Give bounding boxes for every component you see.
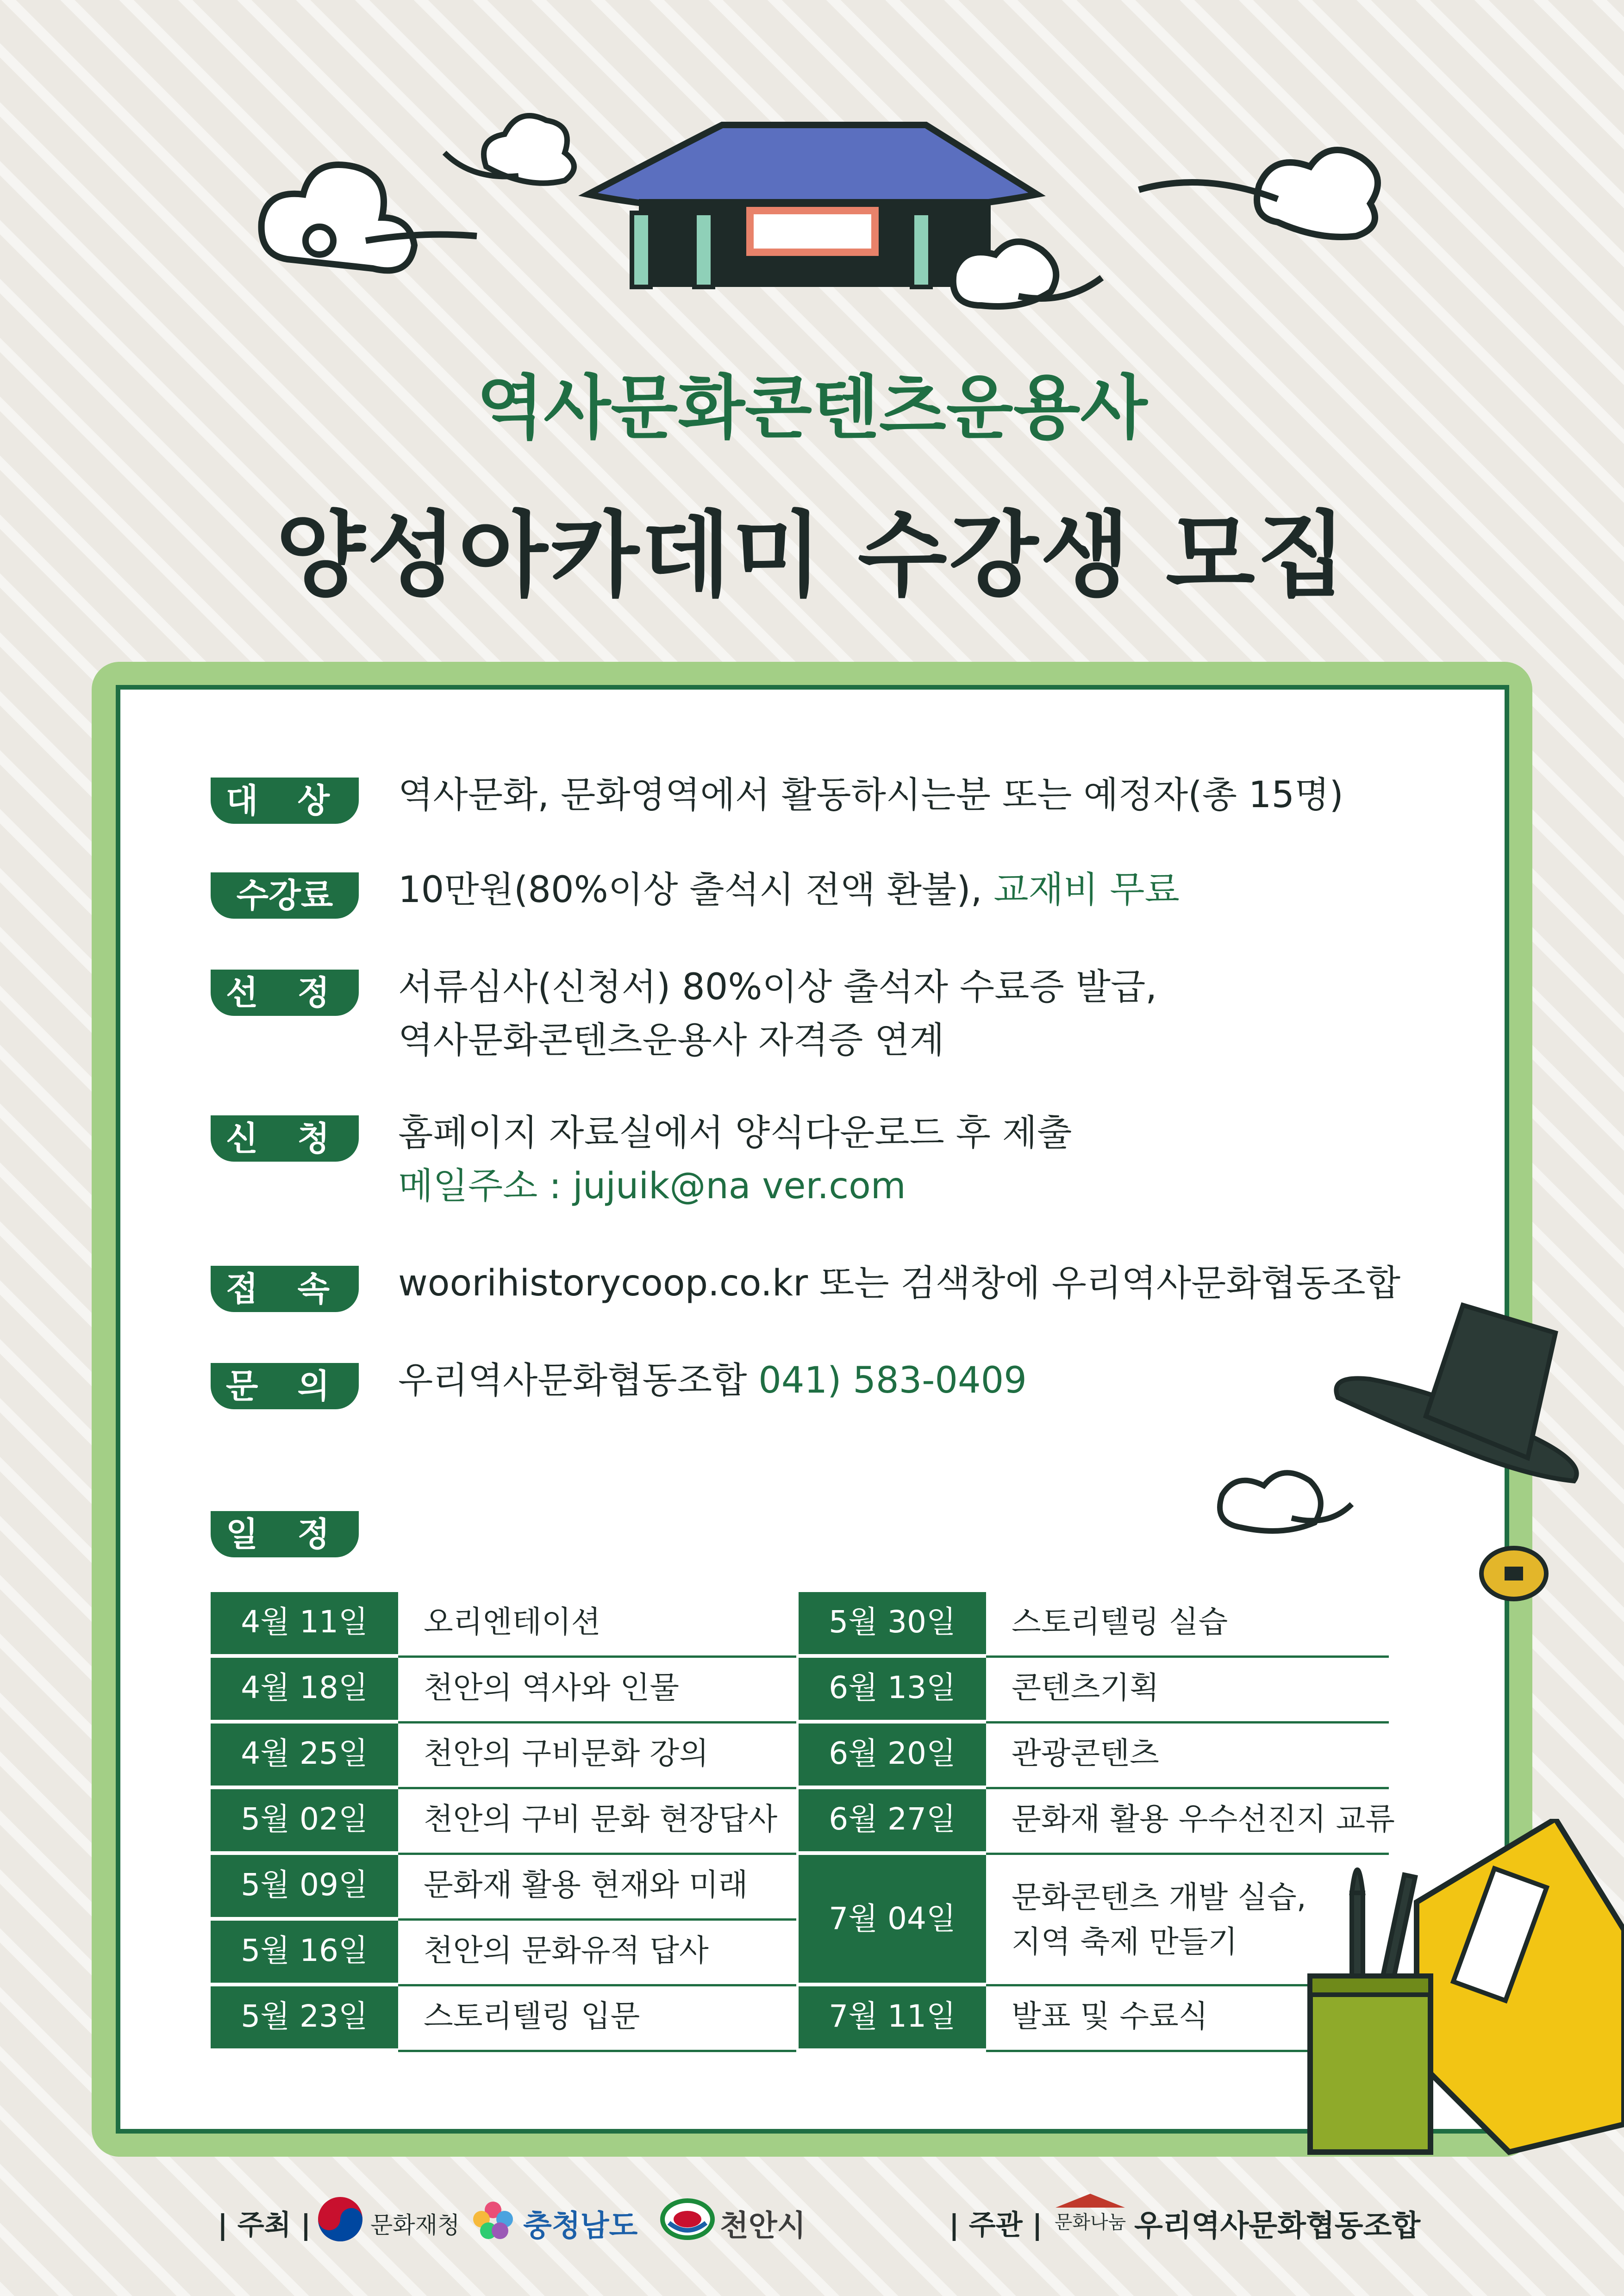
schedule-topic: 발표 및 수료식 bbox=[986, 1986, 1389, 2052]
schedule-topic: 스토리텔링 입문 bbox=[398, 1986, 796, 2052]
cloud-right-icon bbox=[1139, 150, 1378, 237]
footer-organizer: 우리역사문화협동조합 bbox=[1134, 2209, 1421, 2243]
footer-host2: 충청남도 bbox=[523, 2209, 638, 2243]
schedule-topic: 문화재 활용 우수선진지 교류 bbox=[986, 1789, 1389, 1855]
cloud-left-icon bbox=[262, 165, 477, 270]
inquiry-text bbox=[398, 1354, 1027, 1408]
schedule-date: 7월 11일 bbox=[799, 1986, 986, 2052]
apply-line1: 홈페이지 자료실에서 양식다운로드 후 제출 bbox=[398, 1112, 1072, 1154]
schedule-date: 4월 18일 bbox=[211, 1658, 398, 1724]
schedule-date: 5월 23일 bbox=[211, 1986, 398, 2052]
schedule-topic: 스토리텔링 실습 bbox=[986, 1592, 1389, 1658]
cheonan-logo-icon bbox=[660, 2196, 715, 2242]
schedule-topic: 천안의 구비문화 강의 bbox=[398, 1724, 796, 1789]
chungnam-flower-icon bbox=[468, 2194, 518, 2245]
schedule-date: 5월 16일 bbox=[211, 1921, 398, 1986]
access-text[interactable]: woorihistorycoop.co.kr 또는 검색창에 우리역사문화협동조합 bbox=[398, 1263, 1401, 1304]
schedule-topic: 천안의 문화유적 답사 bbox=[398, 1921, 796, 1986]
organizer-logo-icon bbox=[1051, 2189, 1130, 2245]
label-fee: 수강료 bbox=[211, 872, 359, 919]
inquiry-org: 우리역사문화협동조합 bbox=[398, 1360, 759, 1401]
gat-hat-illustration bbox=[1204, 1287, 1602, 1629]
schedule-date: 7월 04일 bbox=[799, 1855, 986, 1986]
selection-line1: 서류심사(신청서) 80%이상 출석자 수료증 발급, bbox=[398, 966, 1157, 1008]
cloud-bottom-icon bbox=[953, 242, 1102, 306]
label-apply: 신 청 bbox=[211, 1115, 359, 1162]
coin-icon bbox=[1481, 1548, 1546, 1599]
label-selection: 선 정 bbox=[211, 970, 359, 1016]
schedule-date: 5월 02일 bbox=[211, 1789, 398, 1855]
gat-hat-icon bbox=[1336, 1305, 1576, 1481]
book-brush-illustration bbox=[1296, 1819, 1624, 2189]
hanok-illustration bbox=[0, 0, 1624, 333]
cloud-topleft-icon bbox=[444, 116, 574, 183]
cloud-small-icon bbox=[1220, 1473, 1352, 1531]
inquiry-phone[interactable]: 041) 583-0409 bbox=[758, 1360, 1027, 1401]
schedule-date: 6월 13일 bbox=[799, 1658, 986, 1724]
schedule-date: 5월 30일 bbox=[799, 1592, 986, 1658]
label-schedule: 일 정 bbox=[211, 1511, 359, 1557]
book-icon bbox=[1417, 1819, 1624, 2152]
label-target: 대 상 bbox=[211, 778, 359, 824]
footer-host-label: | 주최 | bbox=[218, 2209, 311, 2241]
korea-taegeuk-icon bbox=[315, 2194, 366, 2245]
schedule-date: 6월 20일 bbox=[799, 1724, 986, 1789]
organizer-logo-text: 문화나눔 bbox=[1054, 2212, 1126, 2233]
label-inquiry: 문 의 bbox=[211, 1363, 359, 1409]
schedule-topic: 관광콘텐츠 bbox=[986, 1724, 1389, 1789]
footer-host1: 문화재청 bbox=[370, 2212, 460, 2239]
schedule-topic: 문화재 활용 현재와 미래 bbox=[398, 1855, 796, 1921]
title-line2: 양성아카데미 수강생 모집 bbox=[275, 502, 1349, 610]
footer-host3: 천안시 bbox=[720, 2209, 806, 2243]
fee-free-textbook: 교재비 무료 bbox=[993, 869, 1180, 911]
target-text: 역사문화, 문화영역에서 활동하시는분 또는 예정자(총 15명) bbox=[398, 774, 1343, 816]
fee-text bbox=[398, 863, 1180, 917]
label-access: 접 속 bbox=[211, 1266, 359, 1312]
schedule-date: 6월 27일 bbox=[799, 1789, 986, 1855]
schedule-topic: 천안의 역사와 인물 bbox=[398, 1658, 796, 1724]
schedule-date: 5월 09일 bbox=[211, 1855, 398, 1921]
apply-email[interactable]: 메일주소 : jujuik@na ver.com bbox=[398, 1165, 906, 1207]
schedule-topic: 천안의 구비 문화 현장답사 bbox=[398, 1789, 796, 1855]
footer-organizer-label: | 주관 | bbox=[949, 2209, 1043, 2241]
title-line1: 역사문화콘텐츠운용사 bbox=[476, 368, 1148, 448]
schedule-date: 4월 25일 bbox=[211, 1724, 398, 1789]
brush-pot-icon bbox=[1310, 1976, 1430, 2152]
schedule-topic-line1: 문화콘텐츠 개발 실습, bbox=[1012, 1879, 1306, 1915]
selection-line2: 역사문화콘텐츠운용사 자격증 연계 bbox=[398, 1020, 944, 1061]
schedule-topic-line2: 지역 축제 만들기 bbox=[1012, 1923, 1238, 1960]
fee-amount: 10만원(80%이상 출석시 전액 환불), bbox=[398, 869, 994, 911]
schedule-topic: 콘텐츠기획 bbox=[986, 1658, 1389, 1724]
schedule-date: 4월 11일 bbox=[211, 1592, 398, 1658]
schedule-topic: 오리엔테이션 bbox=[398, 1592, 796, 1658]
